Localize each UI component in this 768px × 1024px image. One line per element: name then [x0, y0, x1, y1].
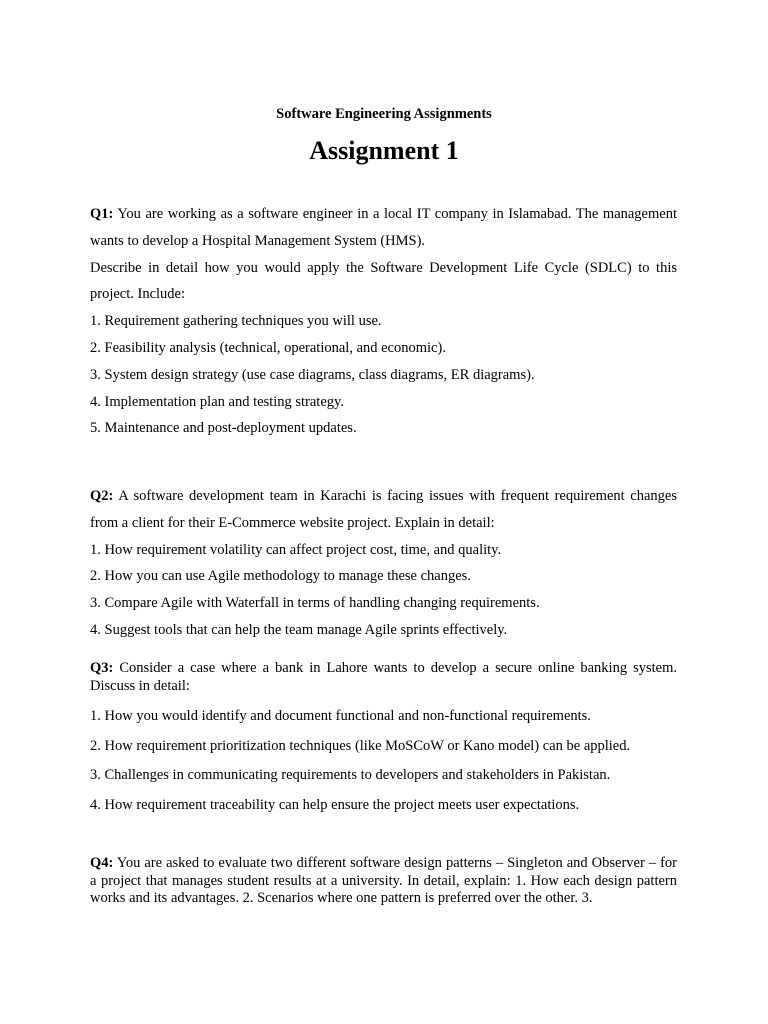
document-title: Assignment 1	[309, 136, 459, 165]
question-2	[90, 483, 677, 644]
question-3-label: Q3:	[90, 660, 114, 676]
question-2-item-1: 1. How requirement volatility can affect project cost, time, and quality.	[90, 541, 502, 558]
question-3-item-2: 2. How requirement prioritization techniques (like MoSCoW or Kano model) can be applied.	[90, 737, 631, 754]
question-1-item-1: 1. Requirement gathering techniques you will use.	[90, 313, 382, 330]
question-1-item-5: 5. Maintenance and post-deployment updates.	[90, 420, 357, 437]
question-2-intro	[90, 483, 677, 537]
question-3-item-1: 1. How you would identify and document functional and non-functional requirements.	[90, 708, 591, 724]
question-2-intro-text: A software development team in Karachi is facing issues with frequent requirement changes from a client for their E-Commerce website project. Explain in detail:	[90, 488, 677, 531]
question-4-intro-text: You are asked to evaluate two different software design patterns – Singleton and Observer – for a project that manages student results at a university. In detail, explain: 1. How each design pattern works and its advantages. 2. Scenarios where one pattern is preferred over the other. 3.	[90, 855, 677, 906]
question-1	[90, 201, 677, 442]
question-2-item-4: 4. Suggest tools that can help the team manage Agile sprints effectively.	[90, 621, 508, 638]
question-1-label: Q1:	[90, 206, 114, 222]
question-4	[90, 855, 677, 908]
question-2-item-2: 2. How you can use Agile methodology to manage these changes.	[90, 568, 471, 585]
question-1-intro	[90, 201, 677, 255]
question-1-intro-text: You are working as a software engineer in a local IT company in Islamabad. The management wants to develop a Hospital Management System (HMS).	[90, 206, 677, 249]
question-1-item-3: 3. System design strategy (use case diagrams, class diagrams, ER diagrams).	[90, 366, 535, 383]
question-2-label: Q2:	[90, 488, 114, 504]
question-3-item-4: 4. How requirement traceability can help ensure the project meets user expectations.	[90, 797, 580, 814]
question-3	[90, 659, 677, 826]
question-4-label: Q4:	[90, 855, 114, 871]
question-2-item-3: 3. Compare Agile with Waterfall in terms of handling changing requirements.	[90, 595, 540, 612]
document-subtitle: Software Engineering Assignments	[276, 106, 492, 122]
question-1-item-4: 4. Implementation plan and testing strategy.	[90, 393, 344, 410]
question-1-item-2: 2. Feasibility analysis (technical, operational, and economic).	[90, 339, 446, 356]
question-4-intro	[90, 855, 677, 908]
question-3-intro-text: Consider a case where a bank in Lahore wants to develop a secure online banking system. Discuss in detail:	[90, 660, 677, 694]
question-1-describe: Describe in detail how you would apply the Software Development Life Cycle (SDLC) to this project. Include:	[90, 259, 677, 303]
question-3-item-3: 3. Challenges in communicating requirements to developers and stakeholders in Pakistan.	[90, 767, 611, 784]
question-3-intro	[90, 659, 677, 695]
